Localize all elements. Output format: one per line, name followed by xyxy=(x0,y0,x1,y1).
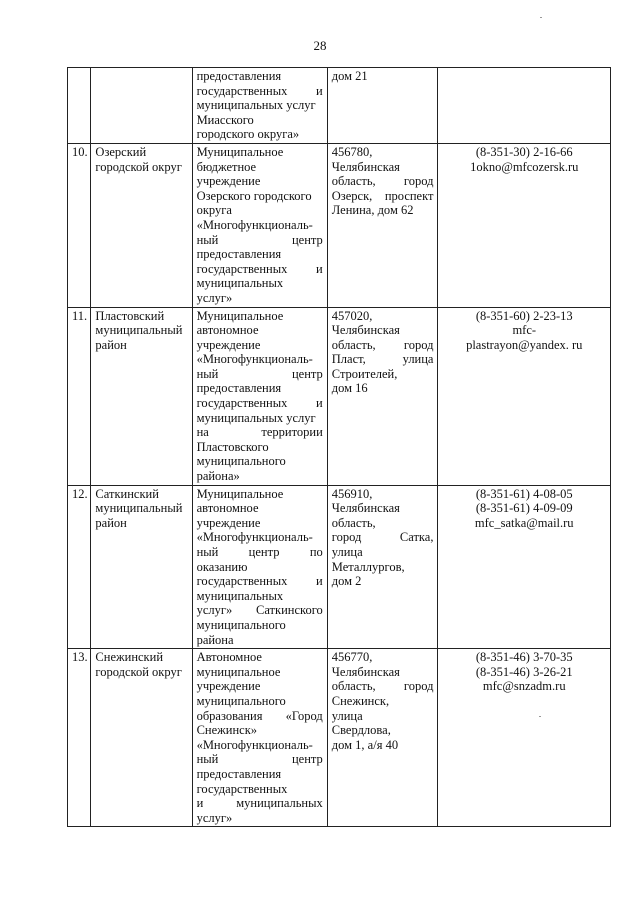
cell-number xyxy=(68,649,91,827)
cell-organization-name xyxy=(192,485,327,649)
text-line: муниципальных xyxy=(196,276,284,291)
table-row xyxy=(68,485,611,649)
text-line: государственных и xyxy=(196,261,323,276)
table-row xyxy=(68,307,611,485)
text-line: предоставления xyxy=(196,247,282,262)
text-line: услуг» Саткинского xyxy=(196,603,323,618)
text-line: Озерск, проспект xyxy=(331,188,434,203)
text-line: государственных и xyxy=(196,396,323,411)
text-line: Муниципальное xyxy=(196,308,284,323)
text-line: Озерского городского xyxy=(196,188,312,203)
table-row xyxy=(68,68,611,144)
text-line: Челябинская xyxy=(331,159,400,174)
cell-address xyxy=(327,143,438,307)
text-line: ный центр xyxy=(196,752,323,767)
text-line: на территории xyxy=(196,425,323,440)
text-line: предоставления xyxy=(196,766,282,781)
text-line: образования «Город xyxy=(196,708,323,723)
table-row xyxy=(68,143,611,307)
text-line: городской округ xyxy=(95,664,182,679)
text-line: Пластовский xyxy=(95,308,165,323)
cell-number xyxy=(68,68,91,144)
text-line: ный центр xyxy=(196,232,323,247)
contact-line: mfc- xyxy=(512,323,537,338)
cell-address xyxy=(327,68,438,144)
text-line: муниципальное xyxy=(196,664,281,679)
text-line: государственных xyxy=(196,781,288,796)
text-line: услуг» xyxy=(196,290,233,305)
text-line: государственных и xyxy=(196,574,323,589)
text-line: Озерский xyxy=(95,144,147,159)
cell-municipality xyxy=(91,68,192,144)
contact-line: (8-351-61) 4-08-05 xyxy=(475,486,573,501)
text-line: района» xyxy=(196,469,240,484)
text-line: Муниципальное xyxy=(196,486,284,501)
text-line: город Сатка, xyxy=(331,530,434,545)
cell-contacts xyxy=(438,68,611,144)
contact-line: (8-351-61) 4-09-09 xyxy=(475,501,573,516)
row-number: 11. xyxy=(72,308,88,323)
text-line: муниципального xyxy=(196,693,286,708)
text-line: района xyxy=(196,632,234,647)
row-number: 13. xyxy=(72,650,88,665)
scan-speck xyxy=(540,17,542,18)
cell-municipality xyxy=(91,485,192,649)
text-line: Муниципальное xyxy=(196,144,284,159)
cell-address xyxy=(327,485,438,649)
text-line: автономное xyxy=(196,501,259,516)
text-line: ный центр по xyxy=(196,545,323,559)
text-line: государственных и xyxy=(196,83,323,98)
cell-organization-name xyxy=(192,143,327,307)
text-line: Снежинск, xyxy=(331,693,390,708)
text-line: 456780, xyxy=(331,144,373,159)
text-line: округа xyxy=(196,203,232,218)
cell-address xyxy=(327,649,438,827)
text-line: район xyxy=(95,337,127,352)
text-line: «Многофункциональ- xyxy=(196,737,313,752)
text-line: Снежинский xyxy=(95,650,164,665)
text-line: муниципального xyxy=(196,454,286,469)
text-line: 457020, xyxy=(331,308,373,323)
text-line: область, город xyxy=(331,679,434,694)
text-line: Челябинская xyxy=(331,664,400,679)
text-line: Строителей, xyxy=(331,366,398,381)
text-line: дом 21 xyxy=(331,69,368,83)
text-line: «Многофункциональ- xyxy=(196,217,313,232)
cell-municipality xyxy=(91,307,192,485)
text-line: «Многофункциональ- xyxy=(196,352,313,367)
contact-line: (8-351-46) 3-70-35 xyxy=(475,650,573,665)
text-line: Пласт, улица xyxy=(331,352,434,367)
text-line: Челябинская xyxy=(331,501,400,516)
text-line: дом 2 xyxy=(331,574,362,589)
cell-number xyxy=(68,485,91,649)
text-line: улица xyxy=(331,545,363,559)
text-line: услуг» xyxy=(196,810,233,825)
cell-organization-name xyxy=(192,649,327,827)
text-line: Миасского xyxy=(196,112,254,127)
text-line: область, город xyxy=(331,174,434,189)
cell-organization-name xyxy=(192,307,327,485)
text-line: и муниципальных xyxy=(196,796,323,811)
text-line: дом 16 xyxy=(331,381,368,396)
cell-organization-name xyxy=(192,68,327,144)
text-line: область, город xyxy=(331,337,434,352)
cell-contacts xyxy=(438,143,611,307)
text-line: Пластовского xyxy=(196,439,269,454)
text-line: Ленина, дом 62 xyxy=(331,203,414,218)
text-line: муниципального xyxy=(196,617,286,632)
cell-contacts xyxy=(438,307,611,485)
text-line: учреждение xyxy=(196,174,261,189)
contact-line: mfc_satka@mail.ru xyxy=(474,515,574,530)
text-line: предоставления xyxy=(196,381,282,396)
contact-line: (8-351-60) 2-23-13 xyxy=(475,308,573,323)
text-line: Металлургов, xyxy=(331,559,405,574)
contact-line: (8-351-46) 3-26-21 xyxy=(475,664,573,679)
mfc-table xyxy=(67,67,611,827)
scan-speck xyxy=(539,716,541,717)
text-line: муниципальный xyxy=(95,323,183,338)
text-line: Автономное xyxy=(196,650,262,665)
text-line: Снежинск» xyxy=(196,723,258,738)
text-line: муниципальных услуг xyxy=(196,98,316,113)
text-line: бюджетное xyxy=(196,159,257,174)
table-body xyxy=(68,68,611,827)
text-line: муниципальных услуг xyxy=(196,410,316,425)
text-line: область, xyxy=(331,515,376,530)
contact-line: (8-351-30) 2-16-66 xyxy=(475,144,573,159)
text-line: автономное xyxy=(196,323,259,338)
text-line: район xyxy=(95,515,127,530)
cell-number xyxy=(68,143,91,307)
contact-line: 1okno@mfcozersk.ru xyxy=(470,159,579,174)
text-line: Саткинский xyxy=(95,486,159,501)
text-line: 456770, xyxy=(331,650,373,665)
cell-contacts xyxy=(438,649,611,827)
cell-contacts xyxy=(438,485,611,649)
text-line: учреждение xyxy=(196,515,261,530)
text-line: Свердлова, xyxy=(331,723,391,738)
table-row xyxy=(68,649,611,827)
text-line: городской округ xyxy=(95,159,182,174)
row-number: 10. xyxy=(72,144,88,159)
text-line: городского округа» xyxy=(196,127,300,142)
text-line: муниципальных xyxy=(196,588,284,603)
cell-address xyxy=(327,307,438,485)
text-line: 456910, xyxy=(331,486,373,501)
page-number: 28 xyxy=(313,38,327,53)
text-line: ный центр xyxy=(196,366,323,381)
contact-line: plastrayon@yandex. ru xyxy=(466,337,583,352)
text-line: дом 1, а/я 40 xyxy=(331,737,399,752)
row-number: 12. xyxy=(72,486,88,501)
text-line: предоставления xyxy=(196,69,282,83)
text-line: «Многофункциональ- xyxy=(196,530,313,545)
text-line: учреждение xyxy=(196,337,261,352)
text-line: оказанию xyxy=(196,559,248,574)
text-line: улица xyxy=(331,708,363,723)
cell-municipality xyxy=(91,649,192,827)
contact-line: mfc@snzadm.ru xyxy=(482,679,566,694)
cell-municipality xyxy=(91,143,192,307)
text-line: муниципальный xyxy=(95,501,183,516)
cell-number xyxy=(68,307,91,485)
text-line: учреждение xyxy=(196,679,261,694)
text-line: Челябинская xyxy=(331,323,400,338)
